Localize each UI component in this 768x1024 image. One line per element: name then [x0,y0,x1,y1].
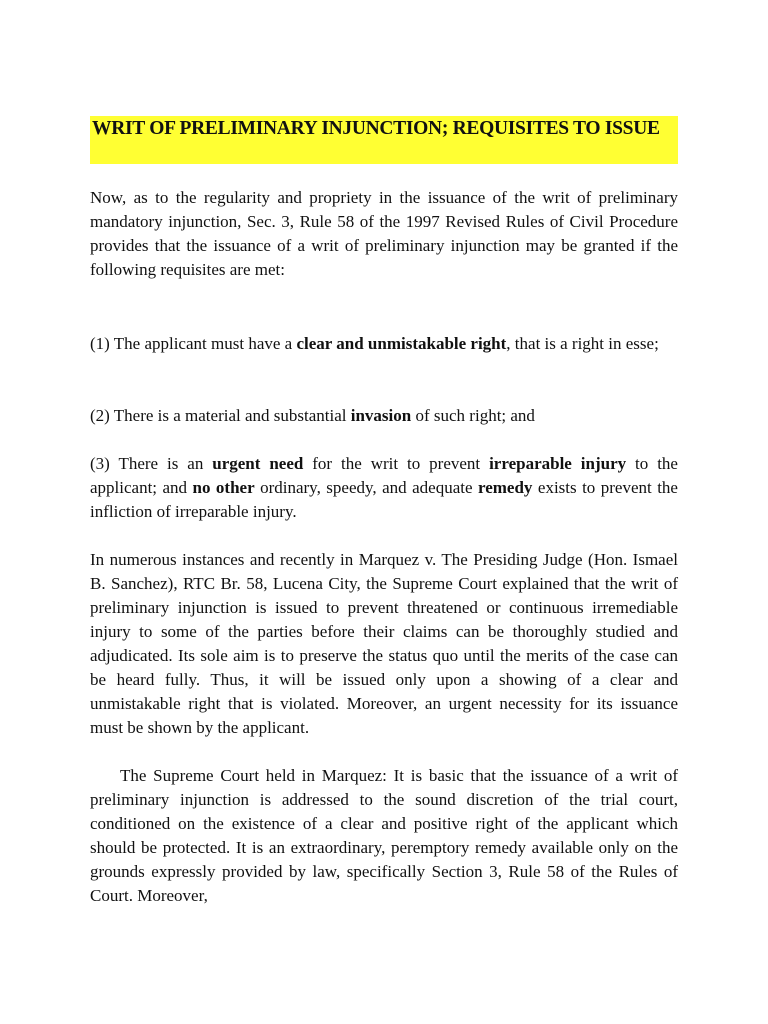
requisite-3-bold-2: irreparable injury [489,454,627,473]
requisite-3-text-2: for the writ to prevent [303,454,490,473]
heading-text: WRIT OF PRELIMINARY INJUNCTION; REQUISITES TO ISSUE [92,118,660,139]
requisite-1-bold: clear and unmistakable right [296,334,507,353]
requisite-1-suffix: , that is a right in esse; [506,334,659,353]
requisite-3-bold-3: no other [192,478,255,497]
requisite-2-bold: invasion [350,406,412,425]
requisite-3-text-4: ordinary, speedy, and adequate [254,478,478,497]
requisite-3-text-5: exists to prevent the infliction of irreparable injury. [90,478,678,521]
requisite-3-bold-1: urgent need [212,454,304,473]
intro-paragraph: Now, as to the regularity and propriety in the issuance of the writ of preliminary mandatory injunction, Sec. 3, Rule 58 of the 1997 Revised Rules of Civil Procedure provides that the issuance of a writ of preliminary injunction may be granted if the following requisites are met: [90,188,678,279]
requisite-2-prefix: (2) There is a material and substantial [90,406,351,425]
requisite-3 [90,452,678,524]
requisite-1-prefix: (1) The applicant must have a [90,334,297,353]
requisite-3-text-1: (3) There is an [90,454,213,473]
highlighted-heading [90,116,678,164]
requisite-1 [90,332,678,356]
marquez-paragraph: In numerous instances and recently in Marquez v. The Presiding Judge (Hon. Ismael B. Sanchez), RTC Br. 58, Lucena City, the Supreme Court explained that the writ of preliminary injunction is issued to prevent threatened or continuous irremediable injury to some of the parties before their claims can be thoroughly studied and adjudicated. Its sole aim is to preserve the status quo until the merits of the case can be heard fully. Thus, it will be issued only upon a showing of a clear and unmistakable right that is violated. Moreover, an urgent necessity for its issuance must be shown by the applicant. [90,550,678,737]
requisite-3-bold-4: remedy [477,478,533,497]
requisite-3-text-3: to the applicant; and [90,454,678,497]
supreme-court-held-paragraph: The Supreme Court held in Marquez: It is basic that the issuance of a writ of preliminary injunction is addressed to the sound discretion of the trial court, conditioned on the existence of a clear and positive right of the applicant which should be protected. It is an extraordinary, peremptory remedy available only on the grounds expressly provided by law, specifically Section 3, Rule 58 of the Rules of Court. Moreover, [90,766,678,905]
requisite-2-suffix: of such right; and [411,406,535,425]
requisite-2 [90,404,678,428]
